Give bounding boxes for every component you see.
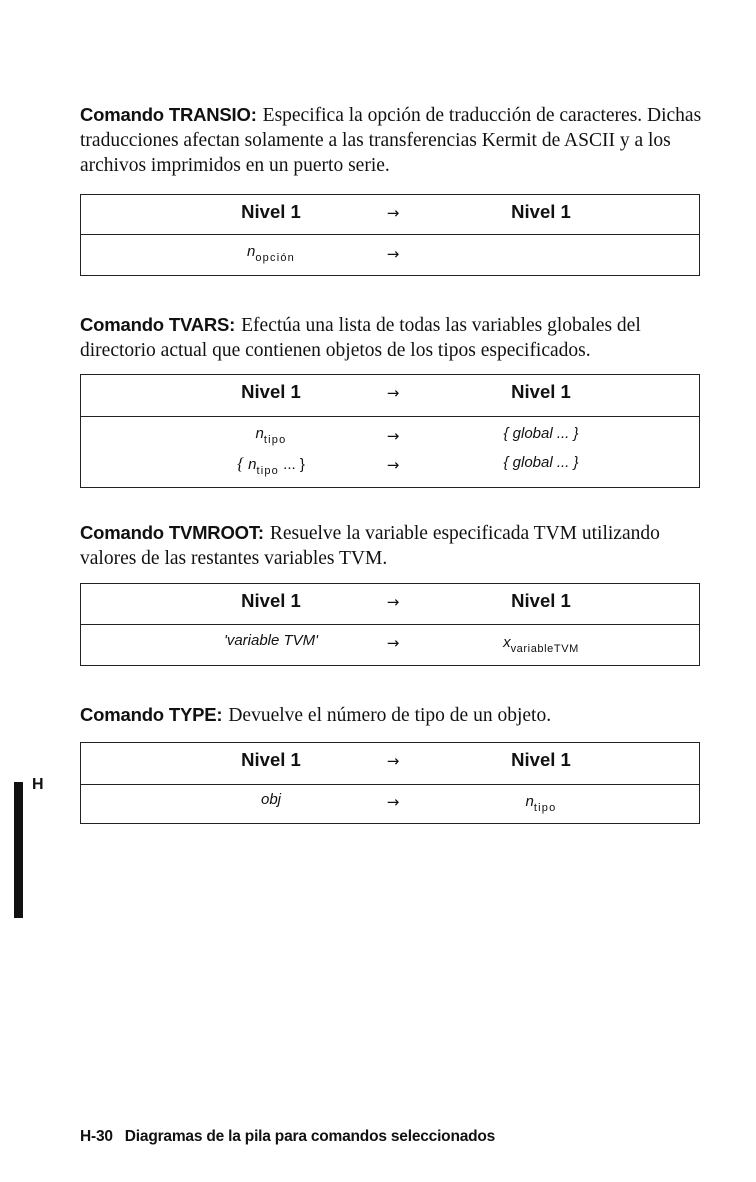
arrow-icon: →: [386, 593, 400, 611]
stack-diagram: [80, 374, 700, 488]
section-tab-bar: [14, 782, 23, 918]
description-text: Devuelve el número de tipo de un objeto.: [228, 705, 552, 726]
arrow-icon: →: [386, 384, 400, 402]
description-text: Efectúa una lista de todas las variables globales del directorio actual que contienen objetos de los tipos especificados.: [80, 315, 641, 361]
command-title: Comando TVARS:: [80, 314, 236, 335]
header-output-level: Nivel 1: [511, 590, 571, 611]
stack-input: $n_{tipo}$: [255, 425, 287, 446]
stack-input: obj: [260, 791, 282, 808]
header-input-level: Nivel 1: [241, 381, 301, 402]
section-type: [80, 702, 702, 814]
arrow-icon: →: [386, 752, 400, 770]
stack-input: 'variable TVM': [223, 632, 319, 649]
header-output-level: Nivel 1: [511, 381, 571, 402]
stack-output: { global ... }: [503, 425, 579, 442]
stack-input: { $n_{tipo}$ ... }: [237, 454, 305, 477]
command-title: Comando TYPE:: [80, 704, 223, 725]
page-number: H-30: [80, 1128, 113, 1145]
stack-row: [81, 625, 699, 665]
stack-header: [81, 584, 699, 625]
arrow-icon: →: [386, 245, 400, 263]
description-text: Especifica la opción de traducción de caracteres. Dichas traducciones afectan solamente a las transferencias Kermit de ASCII y a los archivos imprimidos en un puerto serie.: [80, 105, 702, 176]
section-tvmroot: [80, 520, 702, 655]
stack-diagram: [80, 194, 700, 276]
arrow-icon: →: [386, 427, 400, 445]
arrow-icon: →: [386, 793, 400, 811]
description-text: Resuelve la variable especificada TVM utilizando valores de las restantes variables TVM.: [80, 523, 660, 569]
section-description: [80, 312, 702, 363]
stack-row: [81, 235, 699, 275]
section-description: [80, 702, 702, 728]
section-tab-letter: H: [32, 776, 44, 793]
stack-diagram: [80, 742, 700, 824]
section-transio: [80, 102, 702, 264]
stack-row: [81, 785, 699, 823]
header-output-level: Nivel 1: [511, 201, 571, 222]
footer-title: Diagramas de la pila para comandos seleccionados: [124, 1128, 496, 1145]
header-input-level: Nivel 1: [241, 590, 301, 611]
page-footer: [80, 1128, 495, 1146]
section-tvars: [80, 312, 702, 477]
section-description: [80, 102, 702, 178]
stack-output: $n_{tipo}$: [525, 793, 557, 814]
stack-output: $x_{variableTVM}$: [503, 634, 579, 655]
command-title: Comando TRANSIO:: [80, 104, 257, 125]
section-description: [80, 520, 702, 571]
arrow-icon: →: [386, 204, 400, 222]
stack-header: [81, 195, 699, 235]
stack-header: [81, 375, 699, 417]
header-output-level: Nivel 1: [511, 749, 571, 770]
command-title: Comando TVMROOT:: [80, 522, 264, 543]
arrow-icon: →: [386, 634, 400, 652]
header-input-level: Nivel 1: [241, 749, 301, 770]
stack-header: [81, 743, 699, 785]
stack-input: $n_{opción}$: [247, 243, 295, 264]
stack-row: [81, 417, 699, 487]
stack-output: { global ... }: [503, 454, 579, 471]
stack-diagram: [80, 583, 700, 666]
arrow-icon: →: [386, 456, 400, 474]
header-input-level: Nivel 1: [241, 201, 301, 222]
